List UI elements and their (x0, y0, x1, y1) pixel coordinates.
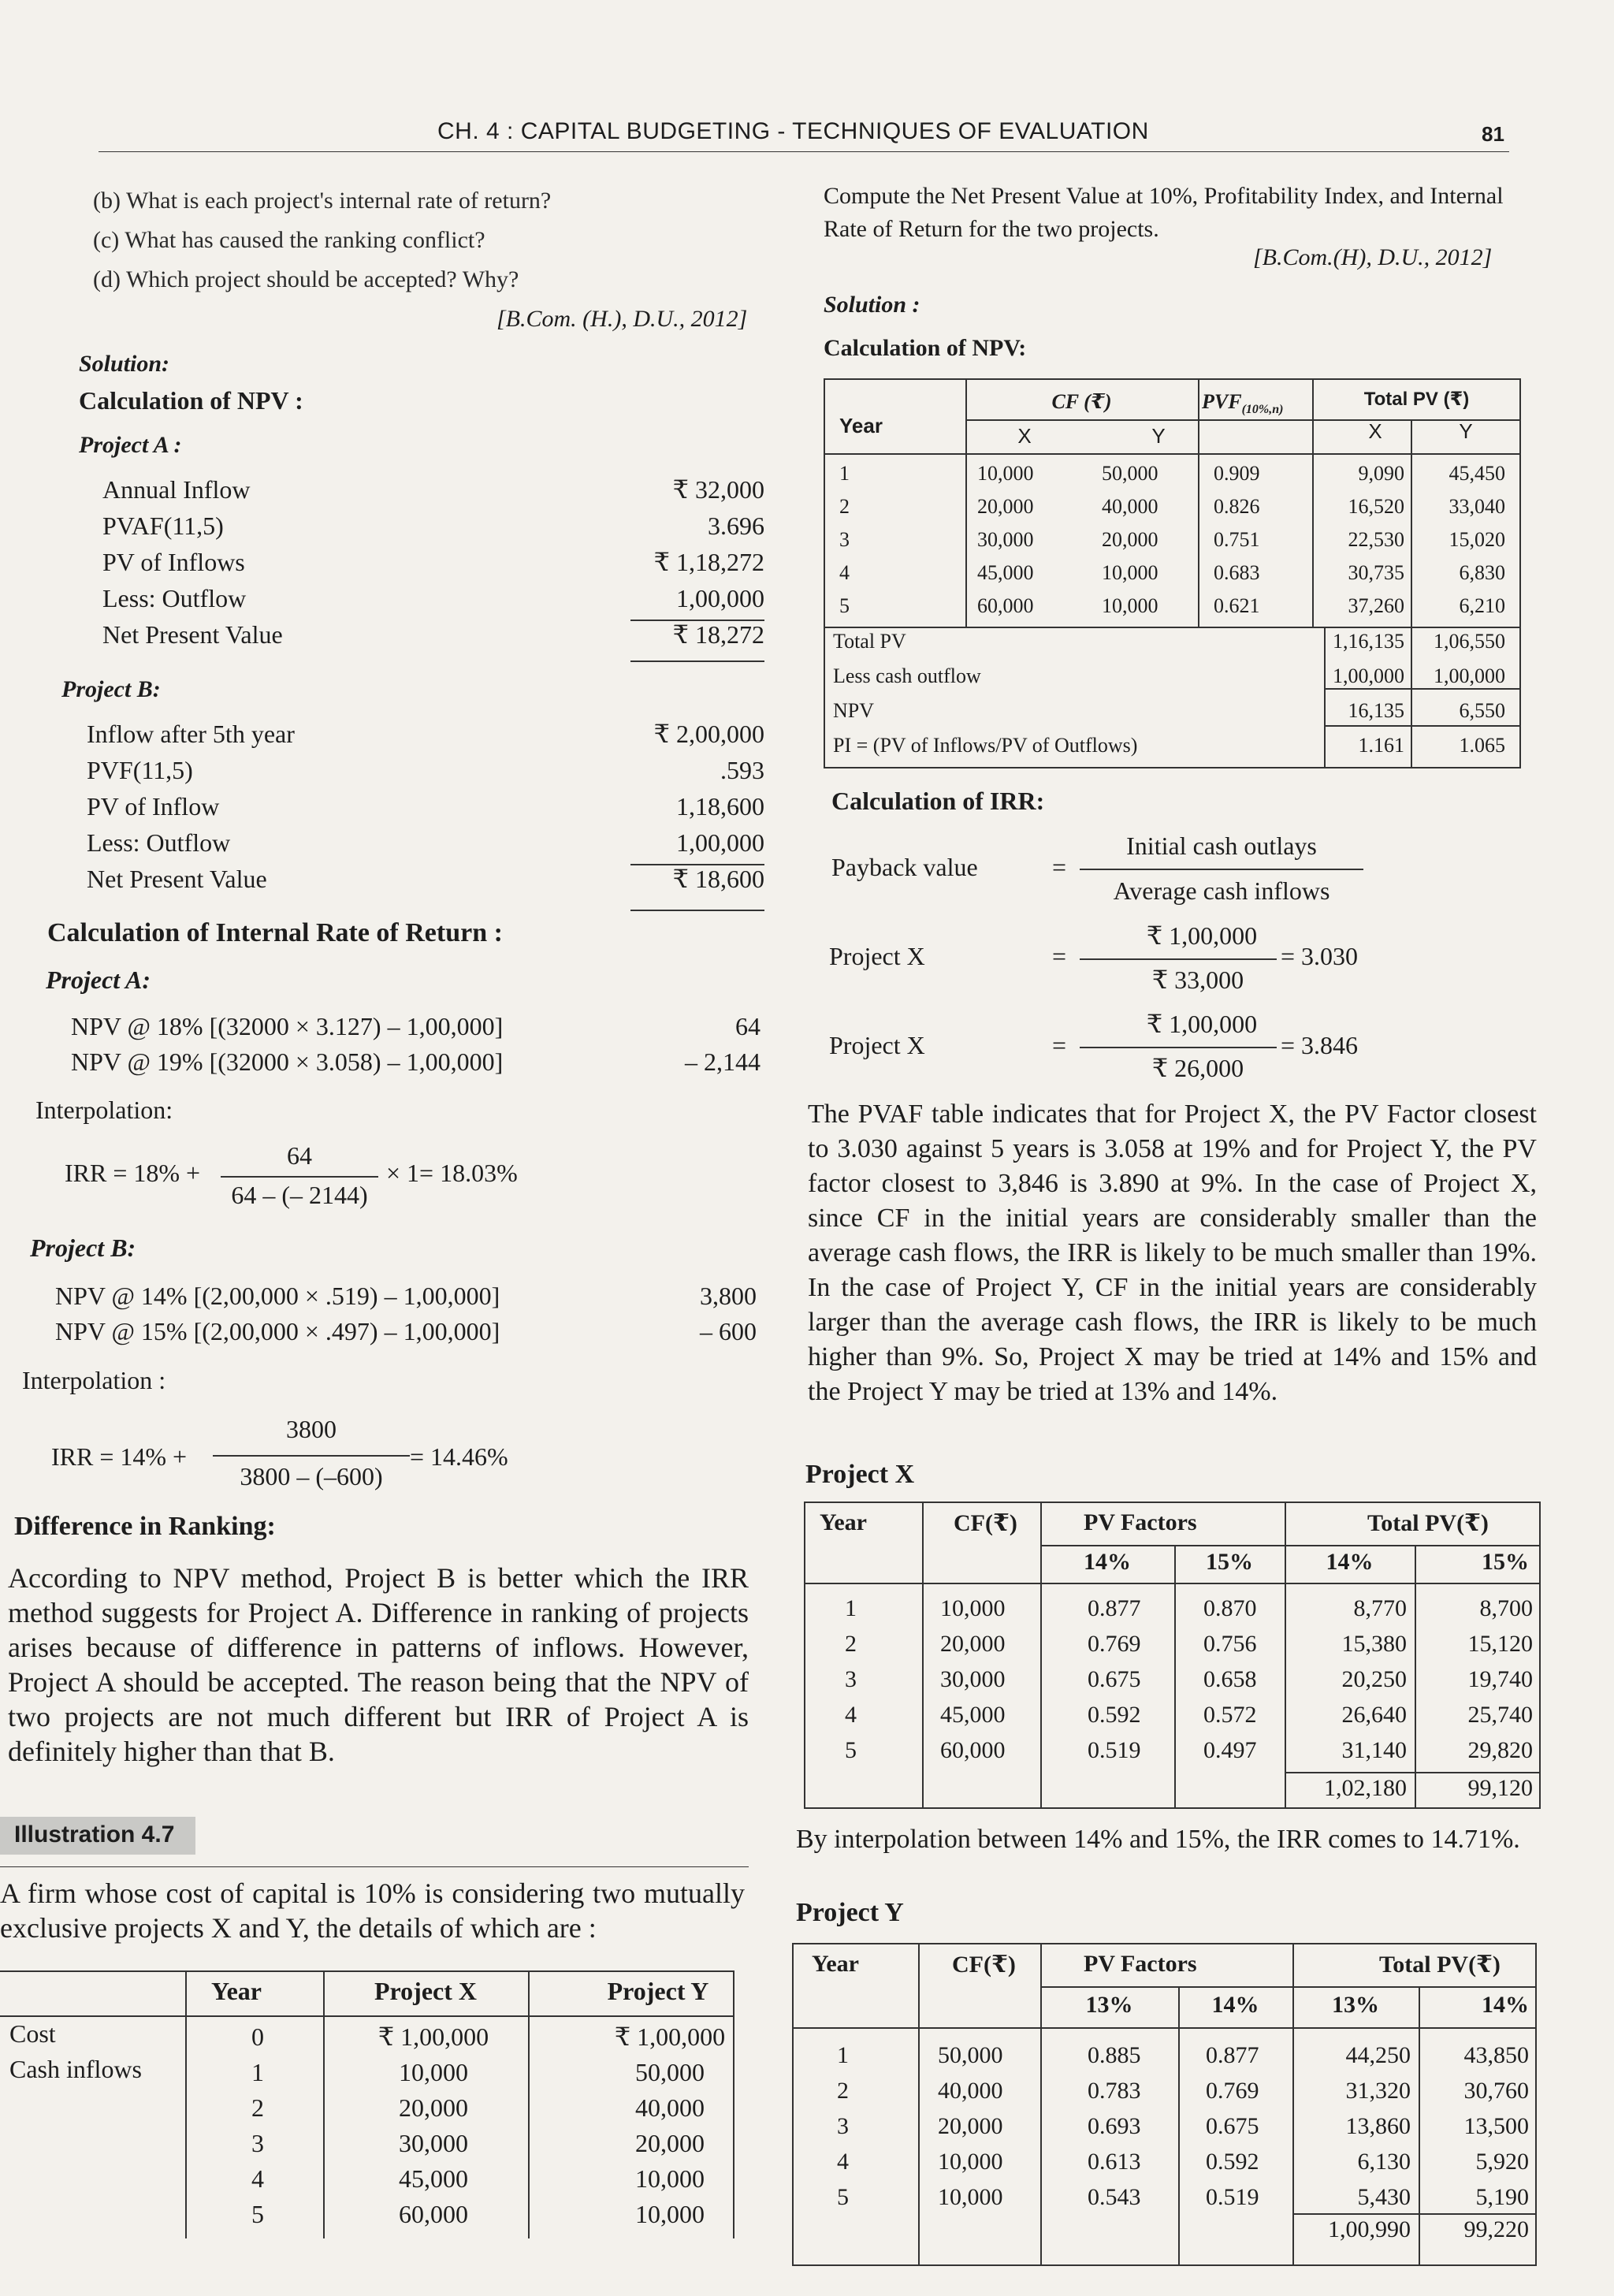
px-t2-5: 29,820 (1467, 1737, 1533, 1763)
project-x-label: Project X (805, 1460, 915, 1489)
difference-heading: Difference in Ranking: (14, 1512, 276, 1541)
npv-cfy-2: 40,000 (1102, 495, 1158, 518)
px-cf (940, 1591, 1006, 1768)
py-f2-3: 0.675 (1206, 2113, 1259, 2139)
outflow-b-value: 1,00,000 (676, 828, 764, 857)
px-f2-3: 0.658 (1203, 1666, 1257, 1692)
ill-x-3: 30,000 (399, 2129, 468, 2157)
question-d: (d) Which project should be accepted? Why? (93, 266, 519, 292)
npv-cfx-5: 60,000 (977, 594, 1034, 617)
ill-header-project-x: Project X (374, 1977, 477, 2005)
npv-pvf-4: 0.683 (1214, 561, 1260, 584)
rule-a2 (630, 661, 764, 662)
irr-a-numerator: 64 (287, 1141, 312, 1170)
ill-x-1: 10,000 (399, 2058, 468, 2086)
payback-label: Payback value (831, 853, 978, 881)
project-b-values (615, 716, 764, 897)
npv-tpvy-2: 33,040 (1449, 495, 1505, 518)
npv-sum-y-2: 1,00,000 (1434, 664, 1505, 687)
px1-den: ₹ 33,000 (1151, 966, 1244, 994)
px-year-1: 1 (845, 1595, 857, 1621)
ill-table-top-rule (0, 1970, 733, 1972)
px-h-r1a: 14% (1084, 1549, 1131, 1575)
page-number: 81 (1482, 122, 1504, 146)
npv-cfx-4: 45,000 (977, 561, 1034, 584)
py-f1-4: 0.613 (1088, 2149, 1141, 2175)
irr-a-interpolation-label: Interpolation: (35, 1096, 173, 1124)
npv-sum-y-1: 1,06,550 (1434, 630, 1505, 653)
chapter-title: CH. 4 : CAPITAL BUDGETING - TECHNIQUES OF EVALUATION (437, 118, 1149, 144)
py-cf-1: 50,000 (938, 2042, 1003, 2068)
px-f2-5: 0.497 (1203, 1737, 1257, 1763)
py-t1-4: 6,130 (1357, 2149, 1411, 2175)
npv-heading: Calculation of NPV : (79, 386, 303, 415)
npv-summary-pi: PI = (PV of Inflows/PV of Outflows) (833, 734, 1138, 757)
difference-paragraph: According to NPV method, Project B is better which the IRR method suggests for Project A. Difference in ranking of projects arises because of difference in patterns of inflows. However, Project A should be accepted. The reason being that the NPV of two projects are not much different but IRR of Project A is definitely higher than that B. (8, 1562, 749, 1767)
irr-b-rhs: = 14.46% (410, 1442, 508, 1471)
npv-tpvy-4: 6,830 (1459, 561, 1505, 584)
npv-cfx-2: 20,000 (977, 495, 1034, 518)
npv-h-pvf (1202, 390, 1283, 417)
npv-summary-total-pv: Total PV (833, 630, 906, 653)
npv-h-pvf-sub: (10%,n) (1241, 403, 1284, 417)
py-years (837, 2037, 849, 2215)
px-t2-3: 19,740 (1467, 1666, 1533, 1692)
py-f1-1: 0.885 (1088, 2042, 1141, 2068)
irr-a-line-1: NPV @ 18% [(32000 × 3.127) – 1,00,000] (71, 1012, 504, 1040)
irr-a-denominator: 64 – (– 2144) (231, 1181, 368, 1209)
project-a-values (615, 471, 764, 653)
irr-b-line-1: NPV @ 14% [(2,00,000 × .519) – 1,00,000] (55, 1282, 500, 1310)
ill-year-4: 4 (251, 2164, 264, 2193)
ill-row-cash-inflows: Cash inflows (9, 2055, 142, 2083)
npv-tpvx-2: 16,520 (1348, 495, 1404, 518)
py-f2-2: 0.769 (1206, 2078, 1259, 2104)
px-year-5: 5 (845, 1737, 857, 1763)
project-b-label: Project B: (61, 676, 161, 702)
pvf-value: .593 (720, 756, 764, 784)
ill-y-4: 10,000 (635, 2164, 705, 2193)
py-t1-5: 5,430 (1357, 2184, 1411, 2210)
pv-inflow-value: 1,18,600 (676, 792, 764, 821)
rule-a1 (630, 620, 764, 621)
npv-cfy-1: 50,000 (1102, 462, 1158, 485)
npv-cfy-5: 10,000 (1102, 594, 1158, 617)
ill-x-2: 20,000 (399, 2093, 468, 2122)
py-col-1 (918, 1943, 920, 2266)
pv-inflows-value: ₹ 1,18,272 (653, 548, 764, 576)
npv-tpvx-4: 30,735 (1348, 561, 1404, 584)
npv-tpvx-5: 37,260 (1348, 594, 1404, 617)
irr-b-lhs: IRR = 14% + (51, 1442, 188, 1471)
npv-h-cf-y: Y (1151, 424, 1166, 448)
npv-year-1: 1 (839, 462, 850, 485)
npv-pvf-1: 0.909 (1214, 462, 1260, 485)
px-h-r2a: 15% (1206, 1549, 1253, 1575)
px1-eq: = (1052, 942, 1067, 970)
px-t1-3: 20,250 (1341, 1666, 1407, 1692)
question-b: (b) What is each project's internal rate of return? (93, 188, 552, 214)
irr-a-line-2: NPV @ 19% [(32000 × 3.058) – 1,00,000] (71, 1048, 504, 1076)
irr-a-value-2: – 2,144 (685, 1048, 761, 1076)
npv-h-year: Year (839, 414, 883, 437)
px-f1-1: 0.877 (1088, 1595, 1141, 1621)
irr-a-label: Project A: (46, 966, 151, 994)
npv-pvf-5: 0.621 (1214, 594, 1260, 617)
px2-num: ₹ 1,00,000 (1146, 1010, 1258, 1038)
px-t1-2: 15,380 (1341, 1631, 1407, 1657)
py-f1-5: 0.543 (1088, 2184, 1141, 2210)
npv-h-tot-y: Y (1459, 419, 1473, 443)
py-h-total: Total PV(₹) (1379, 1952, 1501, 1978)
px-cf-5: 60,000 (940, 1737, 1006, 1763)
rule-b1 (630, 864, 764, 865)
npv-tpvy-3: 15,020 (1449, 528, 1505, 551)
px-t2-4: 25,740 (1467, 1702, 1533, 1728)
px1-label: Project X (829, 942, 925, 970)
px-col-5 (1415, 1545, 1416, 1809)
illustration-label: Illustration 4.7 (14, 1822, 175, 1848)
ill-years (185, 2019, 264, 2232)
npv-cf-x (977, 457, 1034, 623)
question-c: (c) What has caused the ranking conflict? (93, 227, 485, 253)
irr-b-numerator: 3800 (286, 1415, 337, 1443)
solution-label: Solution: (79, 351, 170, 377)
px-total-2: 99,120 (1467, 1775, 1533, 1801)
npv-sum-x-1: 1,16,135 (1333, 630, 1404, 653)
ill-table-col-rule-3 (528, 1970, 530, 2238)
px-h-r1b: 14% (1326, 1549, 1374, 1575)
payback-eq: = (1052, 853, 1067, 881)
py-t2-4: 5,920 (1475, 2149, 1529, 2175)
px1-res: = 3.030 (1281, 942, 1359, 970)
question-list (93, 181, 551, 300)
npv-cfx-1: 10,000 (977, 462, 1034, 485)
right-npv-heading: Calculation of NPV: (824, 335, 1027, 361)
px-f1-5: 0.519 (1088, 1737, 1141, 1763)
npv-summary-npv: NPV (833, 699, 875, 722)
npv-col-5 (1411, 419, 1412, 768)
npv-tpv-x (1324, 457, 1404, 623)
irr-b-fraction-bar (213, 1455, 410, 1457)
px-f1-3: 0.675 (1088, 1666, 1141, 1692)
task-reference: [B.Com.(H), D.U., 2012] (1253, 244, 1493, 270)
py-t2-5: 5,190 (1475, 2184, 1529, 2210)
ill-y-0: ₹ 1,00,000 (614, 2022, 726, 2051)
px-f2-1: 0.870 (1203, 1595, 1257, 1621)
ill-year-3: 3 (251, 2129, 264, 2157)
px-h-pvf: PV Factors (1084, 1509, 1197, 1535)
ill-table-col-rule-2 (323, 1970, 325, 2238)
pvaf-value: 3.696 (708, 512, 764, 540)
pv-inflow-label: PV of Inflow (87, 792, 220, 821)
py-f1-3: 0.693 (1088, 2113, 1141, 2139)
npv-cfy-3: 20,000 (1102, 528, 1158, 551)
px-years (845, 1591, 857, 1768)
px-f2-2: 0.756 (1203, 1631, 1257, 1657)
px2-res: = 3.846 (1281, 1031, 1359, 1059)
px-f1-2: 0.769 (1088, 1631, 1141, 1657)
npv-summary-y (1415, 624, 1505, 763)
irr-b-line-2: NPV @ 15% [(2,00,000 × .497) – 1,00,000] (55, 1317, 500, 1345)
project-a-label: Project A : (79, 432, 182, 458)
px-col-4 (1285, 1502, 1286, 1809)
px-cf-1: 10,000 (940, 1595, 1006, 1621)
npv-sum-x-4: 1.161 (1358, 734, 1404, 757)
npv-h-total: Total PV (₹) (1363, 389, 1470, 410)
py-h-cf: CF(₹) (952, 1952, 1016, 1978)
px-h-total: Total PV(₹) (1367, 1510, 1489, 1536)
px-col-2 (1040, 1502, 1042, 1809)
npv-col-2 (1198, 378, 1199, 627)
npv-h-pvf-text: PVF (1202, 390, 1242, 413)
npv-summary-outflow: Less cash outflow (833, 664, 981, 687)
npv-col-1 (965, 378, 967, 627)
ill-y-5: 10,000 (635, 2200, 705, 2228)
npv-h-cf-x: X (1017, 424, 1032, 448)
py-total-1: 1,00,990 (1328, 2216, 1411, 2242)
npv-col-3 (1312, 378, 1314, 627)
task-text: Compute the Net Present Value at 10%, Profitability Index, and Internal Rate of Return for the two projects. (824, 183, 1504, 242)
py-f2-1: 0.877 (1206, 2042, 1259, 2068)
irr-a-values (638, 1009, 761, 1080)
py-f2-5: 0.519 (1206, 2184, 1259, 2210)
px-header-rule (804, 1583, 1541, 1584)
px1-bar (1080, 958, 1277, 960)
irr-a-fraction-bar (221, 1176, 378, 1178)
pvf-label: PVF(11,5) (87, 756, 193, 784)
npv-h-cf: CF (₹) (1051, 390, 1112, 413)
px-t1 (1292, 1591, 1407, 1768)
npv-sum-x-2: 1,00,000 (1333, 664, 1404, 687)
px-t1-1: 8,770 (1353, 1595, 1407, 1621)
npv-pvf-2: 0.826 (1214, 495, 1260, 518)
py-total-2: 99,220 (1463, 2216, 1529, 2242)
npv-tpv-y (1415, 457, 1505, 623)
npv-header-rule (824, 453, 1521, 455)
py-cf (938, 2037, 1003, 2215)
payback-num: Initial cash outlays (1126, 832, 1317, 860)
npv-tpvx-3: 22,530 (1348, 528, 1404, 551)
py-t2-2: 30,760 (1463, 2078, 1529, 2104)
inflow-5th-value: ₹ 2,00,000 (653, 720, 764, 748)
pvaf-label: PVAF(11,5) (102, 512, 224, 540)
npv-years (839, 457, 850, 623)
illustration-rule (0, 1866, 749, 1867)
px-year-4: 4 (845, 1702, 857, 1728)
py-year-1: 1 (837, 2042, 849, 2068)
ill-header-year: Year (211, 1977, 262, 2005)
py-t1-1: 44,250 (1345, 2042, 1411, 2068)
npv-sum-y-4: 1.065 (1459, 734, 1505, 757)
npv-summary-labels (833, 624, 1137, 763)
px-cf-2: 20,000 (940, 1631, 1006, 1657)
py-year-2: 2 (837, 2078, 849, 2104)
py-h-year: Year (812, 1951, 859, 1977)
irr-b-interpolation-label: Interpolation : (22, 1366, 166, 1394)
py-f2-4: 0.592 (1206, 2149, 1259, 2175)
payback-den: Average cash inflows (1113, 876, 1330, 905)
irr-a-value-1: 64 (735, 1012, 761, 1040)
npv-year-3: 3 (839, 528, 850, 551)
px-t1-4: 26,640 (1341, 1702, 1407, 1728)
irr-b-value-1: 3,800 (700, 1282, 757, 1310)
npv-b-label: Net Present Value (87, 865, 267, 893)
npv-tpvx-1: 9,090 (1358, 462, 1404, 485)
py-year-4: 4 (837, 2149, 849, 2175)
py-t2-3: 13,500 (1463, 2113, 1529, 2139)
pv-inflows-label: PV of Inflows (102, 548, 245, 576)
py-h-r1a: 13% (1085, 1992, 1133, 2018)
py-h-r1b: 13% (1332, 1992, 1379, 2018)
outflow-b-label: Less: Outflow (87, 828, 231, 857)
ill-y-3: 20,000 (635, 2129, 705, 2157)
ill-year-5: 5 (251, 2200, 264, 2228)
px-col-1 (922, 1502, 924, 1809)
npv-tpvy-5: 6,210 (1459, 594, 1505, 617)
irr-heading: Calculation of Internal Rate of Return : (47, 918, 503, 947)
project-a-labels (102, 471, 283, 653)
ill-y-1: 50,000 (635, 2058, 705, 2086)
irr-a-lines (71, 1009, 503, 1080)
px-f2-4: 0.572 (1203, 1702, 1257, 1728)
right-solution-label: Solution : (824, 292, 920, 318)
px2-den: ₹ 26,000 (1151, 1054, 1244, 1082)
irr-b-label: Project B: (30, 1234, 136, 1262)
header-rule (99, 151, 1509, 152)
py-t2-1: 43,850 (1463, 2042, 1529, 2068)
project-y-label: Project Y (796, 1898, 904, 1927)
px-year-3: 3 (845, 1666, 857, 1692)
question-reference: [B.Com. (H.), D.U., 2012] (496, 306, 748, 332)
py-t1-3: 13,860 (1345, 2113, 1411, 2139)
irr-b-values (638, 1278, 757, 1349)
py-t1 (1296, 2037, 1411, 2215)
px-total-1: 1,02,180 (1324, 1775, 1407, 1801)
px2-label: Project X (829, 1031, 925, 1059)
npv-label: Net Present Value (102, 620, 283, 649)
illustration-text: A firm whose cost of capital is 10% is considering two mutually exclusive projects X and Y, the details of which are : (0, 1877, 745, 1944)
npv-summary-x (1324, 624, 1404, 763)
inflow-5th-label: Inflow after 5th year (87, 720, 295, 748)
irr-b-denominator: 3800 – (–600) (240, 1462, 383, 1490)
npv-pvf-3: 0.751 (1214, 528, 1260, 551)
px-subhead-rule (1040, 1545, 1541, 1546)
right-irr-heading: Calculation of IRR: (831, 787, 1045, 815)
px-h-r2b: 15% (1482, 1549, 1529, 1575)
px-col-3 (1174, 1545, 1176, 1809)
npv-year-2: 2 (839, 495, 850, 518)
ill-x-0: ₹ 1,00,000 (377, 2022, 489, 2051)
px-year-2: 2 (845, 1631, 857, 1657)
px-t1-5: 31,140 (1341, 1737, 1407, 1763)
npv-sum-y-3: 6,550 (1459, 699, 1505, 722)
px-cf-3: 30,000 (940, 1666, 1006, 1692)
outflow-value: 1,00,000 (676, 584, 764, 612)
py-year-3: 3 (837, 2113, 849, 2139)
py-cf-3: 20,000 (938, 2113, 1003, 2139)
py-t1-2: 31,320 (1345, 2078, 1411, 2104)
py-t2 (1419, 2037, 1529, 2215)
annual-inflow-label: Annual Inflow (102, 475, 251, 504)
irr-b-value-2: – 600 (700, 1317, 757, 1345)
py-f1-2: 0.783 (1088, 2078, 1141, 2104)
ill-header-project-y: Project Y (607, 1977, 709, 2005)
px1-num: ₹ 1,00,000 (1146, 921, 1258, 950)
ill-year-2: 2 (251, 2093, 264, 2122)
irr-b-lines (55, 1278, 500, 1349)
px-f1-4: 0.592 (1088, 1702, 1141, 1728)
py-cf-5: 10,000 (938, 2184, 1003, 2210)
npv-h-tot-x: X (1368, 419, 1382, 443)
py-h-r2b: 14% (1482, 1992, 1529, 2018)
rule-b2 (630, 910, 764, 911)
py-h-r2a: 14% (1211, 1992, 1259, 2018)
px-t2 (1419, 1591, 1533, 1768)
npv-year-4: 4 (839, 561, 850, 584)
interpolation-text: By interpolation between 14% and 15%, the IRR comes to 14.71%. (796, 1825, 1520, 1854)
ill-x-5: 60,000 (399, 2200, 468, 2228)
px2-bar (1080, 1047, 1277, 1048)
py-header-rule (792, 2027, 1537, 2029)
px-h-year: Year (820, 1509, 867, 1535)
ill-row-cost: Cost (9, 2019, 56, 2048)
px-total-rule (1285, 1772, 1541, 1773)
npv-b-value: ₹ 18,600 (672, 865, 764, 893)
npv-sum-x-3: 16,135 (1348, 699, 1404, 722)
ill-y-values (583, 2019, 757, 2232)
pvaf-paragraph: The PVAF table indicates that for Project X, the PV Factor closest to 3.030 against 5 years is 3.058 at 19% and for Project Y, the PV factor closest to 3,846 is 3.890 at 9%. In the case of Project X, since CF in the initial years are considerably smaller than the average cash flows, the IRR is likely to be much smaller than 19%. In the case of Project Y, CF in the initial years are considerably larger than the average cash flows, the IRR is likely to be much higher than 9%. So, Project X may be tried at 14% and 15% and the Project Y may be tried at 13% and 14%. (808, 1100, 1537, 1406)
ill-year-1: 1 (251, 2058, 264, 2086)
annual-inflow-value: ₹ 32,000 (672, 475, 764, 504)
ill-year-0: 0 (251, 2022, 264, 2051)
py-cf-4: 10,000 (938, 2149, 1003, 2175)
irr-a-lhs: IRR = 18% + (65, 1159, 201, 1187)
outflow-label: Less: Outflow (102, 584, 247, 612)
py-subhead-rule (1040, 1986, 1537, 1988)
npv-value: ₹ 18,272 (672, 620, 764, 649)
npv-tpvy-1: 45,450 (1449, 462, 1505, 485)
npv-year-5: 5 (839, 594, 850, 617)
px-t2-2: 15,120 (1467, 1631, 1533, 1657)
npv-cfy-4: 10,000 (1102, 561, 1158, 584)
irr-a-rhs: × 1= 18.03% (386, 1159, 518, 1187)
py-year-5: 5 (837, 2184, 849, 2210)
project-b-labels (87, 716, 295, 897)
px-h-cf: CF(₹) (954, 1510, 1017, 1536)
px-cf-4: 45,000 (940, 1702, 1006, 1728)
npv-cfx-3: 30,000 (977, 528, 1034, 551)
npv-pvf (1214, 457, 1260, 623)
ill-y-2: 40,000 (635, 2093, 705, 2122)
px-t2-1: 8,700 (1479, 1595, 1533, 1621)
ill-table-header-rule (0, 2015, 733, 2017)
px-f1 (1088, 1591, 1141, 1768)
ill-x-values (347, 2019, 520, 2232)
px-f2 (1203, 1591, 1257, 1768)
py-f2 (1206, 2037, 1259, 2215)
npv-cf-y (1102, 457, 1158, 623)
payback-bar (1080, 869, 1363, 870)
py-h-pvf: PV Factors (1084, 1951, 1197, 1977)
py-f1 (1088, 2037, 1141, 2215)
py-cf-2: 40,000 (938, 2078, 1003, 2104)
ill-x-4: 45,000 (399, 2164, 468, 2193)
px2-eq: = (1052, 1031, 1067, 1059)
